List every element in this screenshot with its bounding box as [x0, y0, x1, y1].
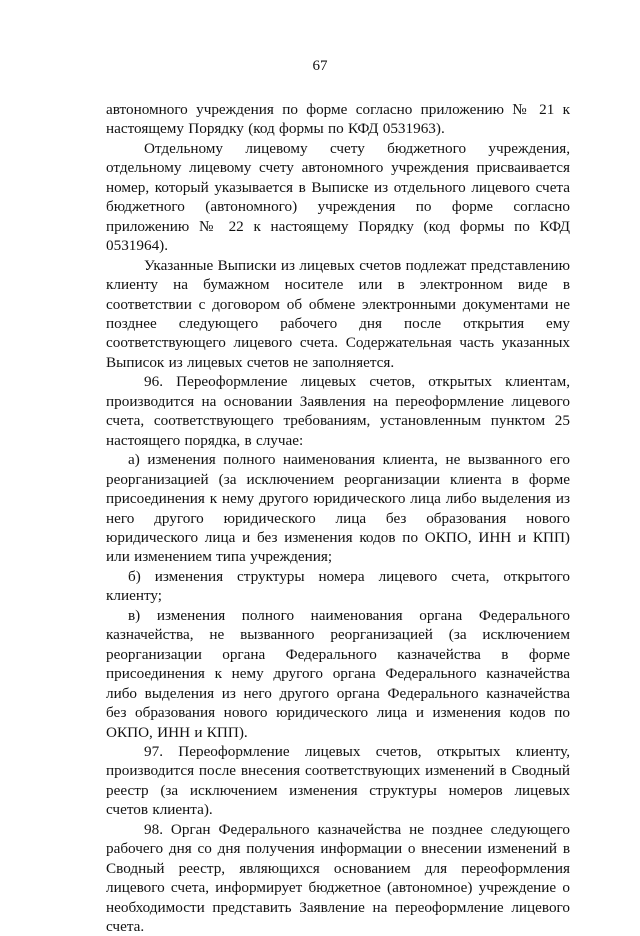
paragraph-96-b: б) изменения структуры номера лицевого счета, открытого клиенту;: [106, 567, 570, 605]
paragraph-96-v: в) изменения полного наименования органа Федерального казначейства, не вызванного реорганизацией (за исключением реорганизации органа Федерального казначейства в форме присоединения к нему другого органа Федерального казначейства либо выделения из него другого органа Федерального казначейства без образования нового юридического лица и изменения кодов по ОКПО, ИНН и КПП).: [106, 606, 570, 741]
paragraph-96: 96. Переоформление лицевых счетов, открытых клиентам, производится на основании Заявления на переоформление лицевого счета, соответствующего требованиям, установленным пунктом 25 настоящего порядка, в случае:: [106, 373, 570, 449]
paragraph-98: 98. Орган Федерального казначейства не позднее следующего рабочего дня со дня получения информации о внесении изменений в Сводный реестр, являющихся основанием для переоформления лицевого счета, информирует бюджетное (автономное) учреждение о необходимости представить Заявление на переоформление лицевого счета.: [106, 820, 570, 936]
page-number: 67: [312, 58, 328, 74]
paragraph-96-a: а) изменения полного наименования клиента, не вызванного его реорганизацией (за исключением реорганизации клиента в форме присоединения к нему другого юридического лица либо выделения из него другого юридического лица без образования нового юридического лица и без изменения кодов по ОКПО, ИНН и КПП) или изменением типа учреждения;: [106, 451, 570, 566]
paragraph-continuation: автономного учреждения по форме согласно приложению № 21 к настоящему Порядку (код формы по КФД 0531963).: [106, 101, 570, 138]
paragraph-statements: Указанные Выписки из лицевых счетов подлежат представлению клиенту на бумажном носителе или в электронном виде в соответствии с договором об обмене электронными документами не позднее следующего рабочего дня после открытия ему соответствующего лицевого счета. Содержательная часть указанных Выписок из лицевых счетов не заполняется.: [106, 256, 570, 371]
document-body: [106, 100, 570, 936]
paragraph-97: 97. Переоформление лицевых счетов, открытых клиенту, производится после внесения соответствующих изменений в Сводный реестр (за исключением изменения структуры номеров лицевых счетов клиента).: [106, 742, 570, 819]
paragraph-account-number: Отдельному лицевому счету бюджетного учреждения, отдельному лицевому счету автономного учреждения присваивается номер, который указывается в Выписке из отдельного лицевого счета бюджетного (автономного) учреждения по форме согласно приложению № 22 к настоящему Порядку (код формы по КФД 0531964).: [106, 139, 570, 255]
